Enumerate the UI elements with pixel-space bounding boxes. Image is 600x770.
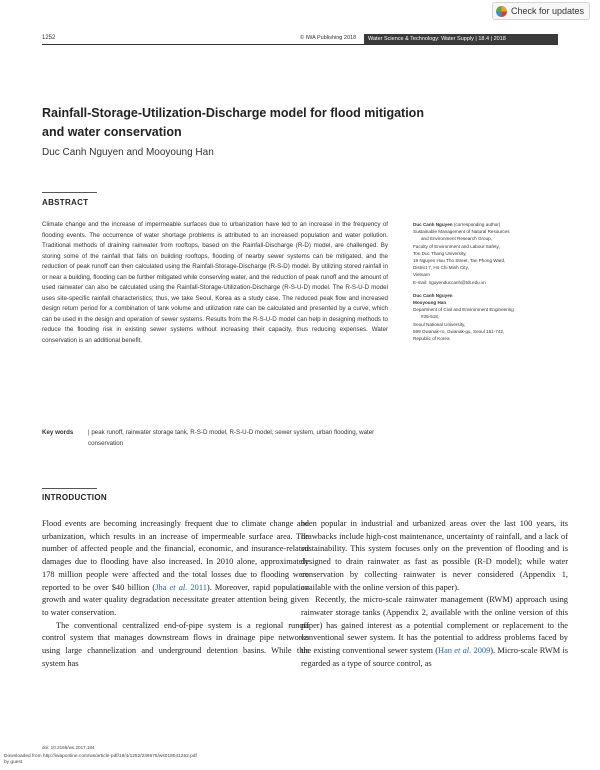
aff-line: Department of Civil and Environment Engineering bbox=[413, 307, 514, 313]
author2-name: Mooyoung Han bbox=[413, 300, 447, 306]
citation-etal: et al. bbox=[454, 646, 472, 656]
aff-line: and Environment Research Group, bbox=[421, 236, 492, 242]
download-url: Downloaded from http://iwaponline.com/ws/article-pdf/18/4/1252/236675/ws018041252.pdf bbox=[4, 754, 197, 759]
check-for-updates-badge[interactable] bbox=[492, 2, 590, 20]
crossmark-icon bbox=[496, 6, 507, 17]
aff-line: Republic of Korea bbox=[413, 336, 450, 342]
aff-line: Faculty of Environment and Labour Safety, bbox=[413, 243, 500, 249]
body-column-right bbox=[301, 518, 568, 670]
paragraph-text: Recently, the micro-scale rainwater management (RWM) approach using rainwater storage tanks (Appendix 2, available with the online version of this paper) has gained interest as a potential complement or replacement to the conventional sewer system. It has the potential to address problems faced by the existing conventional sewer system ( bbox=[301, 595, 568, 656]
author1-heading bbox=[413, 221, 563, 228]
body-column-left bbox=[42, 518, 309, 670]
paragraph-text: ). Micro-scale RWM is regarded as a type of source control, as bbox=[301, 646, 569, 668]
author1-name: Duc Canh Nguyen bbox=[413, 222, 453, 227]
paragraph-text: ). Moreover, rapid population growth and water quality degradation necessitate greater attention being given to water conservation. bbox=[42, 582, 310, 617]
separator: | bbox=[473, 36, 479, 42]
download-note bbox=[4, 754, 197, 766]
aff-line: Ton Duc Thang University, bbox=[413, 250, 467, 256]
aff-line: Vietnam bbox=[413, 272, 430, 278]
paragraph bbox=[42, 518, 309, 620]
abstract-text: Climate change and the increase of impermeable surfaces due to urbanization have led to an increase in the frequency of flooding events. The occurrence of water shortage problems is attributed to an increased population and water pollution. Traditional methods of draining rainwater from rooftops, based on the Rainfall-Discharge (R-D) model, are challenged. By storing some of the rainfall that falls on building rooftops, flooding of nearby sewer systems can be mitigated, and the reduction of peak runoff can then calculated using the Rainfall-Storage-Discharge (R-S-D) model. By utilizing stored rainfall in or near a building, flooding can be further mitigated while conserving water, and the reduction of peak runoff and the amount of used rainwater can also be calculated using the Rainfall-Storage-Utilization-Discharge (R-S-U-D) model. The R-S-U-D model uses site-specific rainfall characteristics; thus, we take Seoul, Korea as a study case. The reduced peak flow and increased design return period for a combination of tank volume and utilization rate can be calculated and presented by a curve, which can be used in the design and operation of sewer systems. Results from the R-S-U-D model can help in designing methods to reduce the flooding risk in existing sewer systems without increasing their capacity, thus reducing expenses. Water conservation is an additional benefit. bbox=[42, 221, 388, 344]
article-title: Rainfall-Storage-Utilization-Discharge model for flood mitigation and water conservation bbox=[42, 106, 424, 139]
copyright: © IWA Publishing 2018 bbox=[300, 35, 357, 41]
paragraph bbox=[301, 594, 568, 670]
aff-line: #35-518, bbox=[421, 314, 440, 320]
journal-volume: 18.4 bbox=[478, 36, 490, 42]
aff-email[interactable]: E-mail: nguyenduccanh@tdt.edu.vn bbox=[413, 279, 486, 285]
citation-author: Jha bbox=[155, 582, 167, 592]
author1-note: (corresponding author) bbox=[453, 222, 501, 227]
paragraph-text: Flood events are becoming increasingly frequent due to climate change and urbanization, which results in an increase of impermeable surface area. The number of affected people and the financial, economic, and insurance-related damages due to flooding have also increased. In 2010 alone, approximately 178 million people were affected and the total losses due to flooding were reported to be over $40 billion ( bbox=[42, 519, 309, 592]
keywords-text: | peak runoff, rainwater storage tank, R-S-D model, R-S-U-D model, sewer system, urban flooding, water conservation bbox=[88, 429, 375, 447]
journal-year: 2018 bbox=[493, 36, 506, 42]
article-authors: Duc Canh Nguyen and Mooyoung Han bbox=[42, 147, 214, 158]
affiliations bbox=[413, 221, 563, 342]
journal-bar bbox=[364, 34, 558, 44]
citation-link[interactable] bbox=[155, 583, 207, 592]
keywords-label: Key words bbox=[42, 429, 74, 436]
introduction-heading: INTRODUCTION bbox=[42, 493, 107, 502]
paragraph: The conventional centralized end-of-pipe system is a regional runoff control system that manages downstream flows in drainage pipe networks using large channelization and underground detention basins. While this system has bbox=[42, 620, 309, 668]
aff-line: Sustainable Management of Natural Resources bbox=[413, 229, 510, 235]
page-number: 1252 bbox=[42, 35, 56, 41]
abstract-rule bbox=[42, 192, 97, 193]
separator: | bbox=[489, 36, 494, 42]
citation-link[interactable] bbox=[438, 646, 490, 655]
aff-line: 19 Nguyen Huu Tho Street, Tan Phong Ward, bbox=[413, 258, 506, 264]
citation-year: 2011 bbox=[190, 582, 207, 592]
download-by: by guest bbox=[4, 760, 23, 765]
introduction-rule bbox=[42, 488, 97, 489]
paragraph: been popular in industrial and urbanized areas over the last 100 years, its drawbacks include high-cost maintenance, uncertainty of rainfall, and a lack of sustainability. This system focuses only on the prevention of flooding and is designed to drain rainwater as fast as possible (R-D model); while water conservation by collecting rainwater is never considered (Appendix 1, available with the online version of this paper). bbox=[301, 519, 568, 592]
citation-year: 2009 bbox=[473, 646, 491, 656]
journal-name: Water Science & Technology: Water Supply bbox=[368, 36, 474, 42]
doi[interactable]: doi: 10.2166/ws.2017.184 bbox=[42, 745, 95, 750]
citation-etal: et al. bbox=[169, 582, 188, 592]
check-for-updates-label: Check for updates bbox=[510, 6, 584, 16]
aff-line: Seoul National University, bbox=[413, 321, 466, 327]
header-rule bbox=[42, 44, 558, 45]
aff-line: District 7, Ho Chi Minh City, bbox=[413, 265, 469, 271]
abstract-heading: ABSTRACT bbox=[42, 198, 89, 207]
aff-line: 599 Gwanak-ro, Gwanak-gu, Seoul 151-742, bbox=[413, 328, 505, 334]
citation-author: Han bbox=[438, 646, 452, 656]
keywords bbox=[42, 428, 388, 449]
author2-name: Duc Canh Nguyen bbox=[413, 292, 453, 298]
